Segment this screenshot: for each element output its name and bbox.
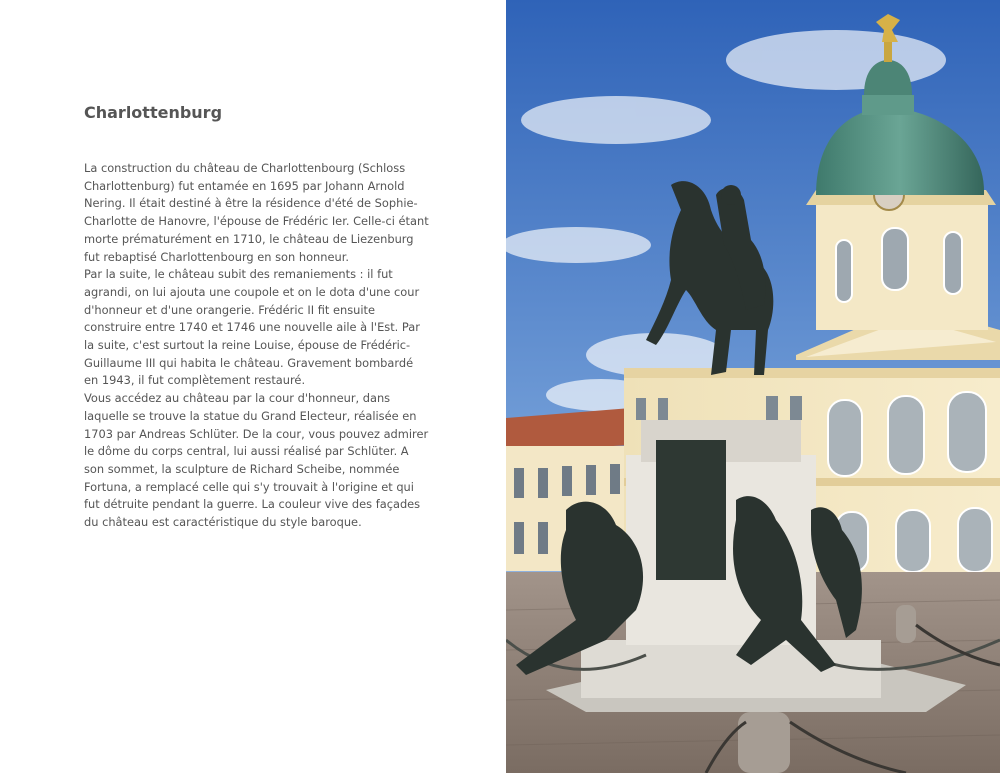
paragraph-visit: Vous accédez au château par la cour d'honneur, dans laquelle se trouve la statue du Grand Electeur, réalisée en 1703 par Andreas Schlüter. De la cour, vous pouvez admirer le dôme du corps central, lui aussi réalisé par Schlüter. A son sommet, la sculpture de Richard Scheibe, nommée Fortuna, a remplacé celle qui s'y trouvait à l'origine et qui fut détruite pendant la guerre. La couleur vive des façades du château est caractéristique du style baroque. [84,391,429,530]
palace-photo [506,0,1000,773]
paragraph-extensions: Par la suite, le château subit des remaniements : il fut agrandi, on lui ajouta une coupole et on le dota d'une cour d'honneur et d'une orangerie. Frédéric II fit ensuite construire entre 1740 et 1746 une nouvelle aile à l'Est. Par la suite, c'est surtout la reine Louise, épouse de Frédéric-Guillaume III qui habita le château. Gravement bombardé en 1943, il fut complètement restauré. [84,267,420,388]
article-title: Charlottenburg [84,103,223,122]
statue-and-palace-image [506,0,1000,773]
article-body [84,160,429,532]
paragraph-history: La construction du château de Charlottenbourg (Schloss Charlottenburg) fut entamée en 1695 par Johann Arnold Nering. Il était destiné à être la résidence d'été de Sophie-Charlotte de Hanovre, l'épouse de Frédéric Ier. Celle-ci étant morte prématurément en 1710, le château de Liezenburg fut rebaptisé Charlottenbourg en son honneur. [84,161,429,264]
